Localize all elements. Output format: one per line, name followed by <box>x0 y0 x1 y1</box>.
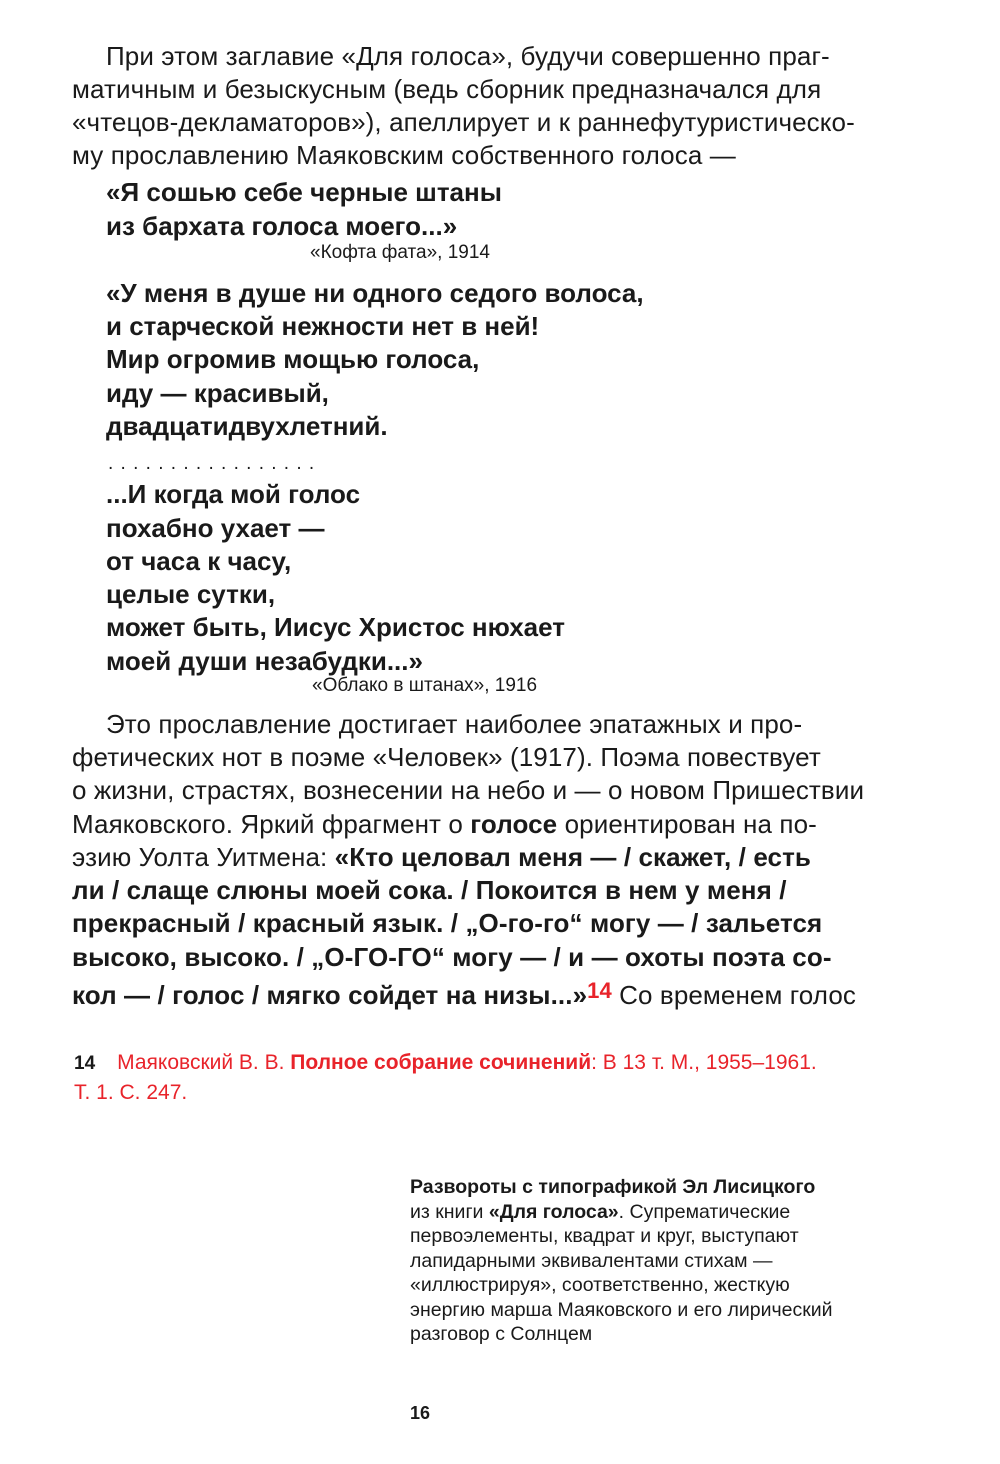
footnote-reference-14[interactable]: 14 <box>587 978 612 1003</box>
quote-2-line-11: моей души незабудки...» <box>106 646 423 676</box>
paragraph-2-line-1: Это прославление достигает наиболее эпатажных и про- <box>106 709 803 739</box>
paragraph-2-line-5 <box>72 841 811 874</box>
caption-line-7: разговор с Солнцем <box>410 1323 593 1345</box>
paragraph-2-line-6: ли / слаще слюны моей сока. / Покоится в нем у меня / <box>72 875 787 905</box>
paragraph-2-golos-emphasis: голосе <box>470 809 558 839</box>
footnote-rest: : В 13 т. М., 1955–1961. <box>591 1051 817 1074</box>
quote-2-line-6: ...И когда мой голос <box>106 479 361 509</box>
paragraph-2-line-4-end: ориентирован на по- <box>564 809 817 839</box>
quote-2-line-7: похабно ухает — <box>106 513 325 543</box>
quote-2-line-2: и старческой нежности нет в ней! <box>106 311 540 341</box>
caption-book-title: «Для голоса» <box>488 1201 619 1223</box>
caption-line-4: лапидарными эквивалентами стихам — <box>410 1250 773 1272</box>
paragraph-2-line-2: фетических нот в поэме «Человек» (1917). Поэма повествует <box>72 742 821 772</box>
quote-2-ellipsis-dots: . . . . . . . . . . . . . . . . . <box>108 453 316 474</box>
page-number: 16 <box>410 1403 431 1423</box>
paragraph-1-line-2: матичным и безыскусным (ведь сборник предназначался для <box>72 74 822 104</box>
quote-2-source: «Облако в штанах», 1916 <box>312 675 538 696</box>
quote-2-line-3: Мир огромив мощью голоса, <box>106 344 480 374</box>
paragraph-1-line-4: му прославлению Маяковским собственного голоса — <box>72 140 736 170</box>
quote-2-line-10: может быть, Иисус Христос нюхает <box>106 612 565 642</box>
quote-2-line-4: иду — красивый, <box>106 378 329 408</box>
footnote-line-2: Т. 1. С. 247. <box>74 1081 188 1104</box>
caption-line-6: энергию марша Маяковского и его лирический <box>410 1299 833 1321</box>
footnote-number: 14 <box>74 1053 96 1074</box>
caption-line-3: первоэлементы, квадрат и круг, выступают <box>410 1225 799 1247</box>
paragraph-2-line-9 <box>72 974 856 1012</box>
quote-1-line-1: «Я сошью себе черные штаны <box>106 177 502 207</box>
paragraph-2-line-8: высоко, высоко. / „О-ГО-ГО“ могу — / и — охоты поэта со- <box>72 942 832 972</box>
caption-title: Развороты с типографикой Эл Лисицкого <box>410 1176 816 1198</box>
paragraph-1-line-3: «чтецов-декламаторов»), апеллирует и к раннефутуристическо- <box>72 107 855 137</box>
paragraph-1-line-1: При этом заглавие «Для голоса», будучи совершенно праг- <box>106 41 830 71</box>
paragraph-2-line-3: о жизни, страстях, вознесении на небо и — о новом Пришествии <box>72 775 865 805</box>
quote-2-line-1: «У меня в душе ни одного седого волоса, <box>106 278 644 308</box>
paragraph-2-line-9-end: Со временем голос <box>619 980 857 1010</box>
quote-2-line-9: целые сутки, <box>106 579 276 609</box>
caption-line-5: «иллюстрируя», соответственно, жесткую <box>410 1274 790 1296</box>
footnote-author: Маяковский В. В. <box>117 1051 285 1074</box>
quote-2-line-8: от часа к часу, <box>106 546 292 576</box>
footnote-14 <box>74 1048 817 1079</box>
paragraph-2-line-4-start: Маяковского. Яркий фрагмент о <box>72 809 463 839</box>
paragraph-2-line-9-quote: кол — / голос / мягко сойдет на низы...» <box>72 980 588 1010</box>
quote-1-line-2: из бархата голоса моего...» <box>106 211 458 241</box>
footnote-title: Полное собрание сочинений <box>290 1051 592 1074</box>
paragraph-2-line-5-start: эзию Уолта Уитмена: <box>72 842 328 872</box>
quote-1-source: «Кофта фата», 1914 <box>310 242 490 263</box>
caption-line-2-end: . Супрематические <box>618 1201 791 1223</box>
caption-line-2 <box>410 1200 790 1225</box>
quote-2-line-5: двадцатидвухлетний. <box>106 411 388 441</box>
caption-line-2-start: из книги <box>410 1201 484 1223</box>
paragraph-2-line-7: прекрасный / красный язык. / „О-го-го“ могу — / зальется <box>72 908 823 938</box>
paragraph-2-line-5-quote: «Кто целовал меня — / скажет, / есть <box>334 842 812 872</box>
paragraph-2-line-4 <box>72 808 817 841</box>
